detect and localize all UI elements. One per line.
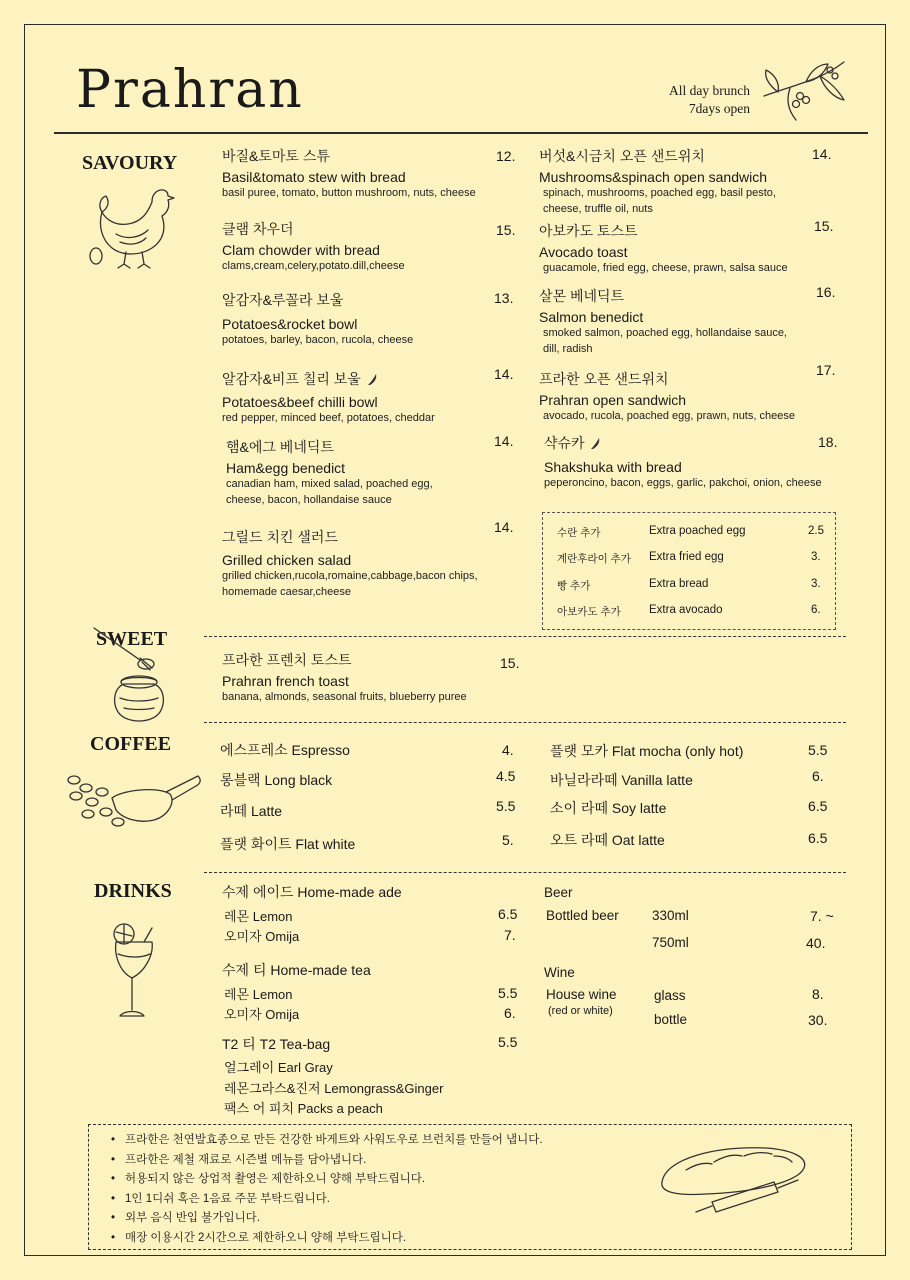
coffee-item: 롱블랙 Long black: [220, 772, 333, 788]
extra-row: [543, 578, 835, 596]
section-sweet: SWEET: [96, 628, 168, 650]
drink-item: 레몬그라스&진저 Lemongrass&Ginger: [224, 1081, 444, 1096]
item-name-ko: 알감자&루꼴라 보울: [222, 292, 344, 308]
item-price: 14.: [494, 366, 514, 382]
item-name-ko: 그릴드 치킨 샐러드: [222, 529, 338, 545]
menu-item: [222, 527, 522, 600]
drink-price: 30.: [808, 1012, 828, 1028]
tagline-line-1: All day brunch: [669, 83, 750, 98]
coffee-price: 5.5: [496, 798, 516, 814]
drink-note: (red or white): [548, 1005, 613, 1017]
coffee-item: 소이 라떼 Soy latte: [550, 800, 667, 816]
item-desc: canadian ham, mixed salad, poached egg,: [226, 478, 433, 490]
divider: [204, 872, 846, 873]
extra-name-en: Extra fried egg: [649, 551, 724, 563]
drink-price: 8.: [812, 986, 824, 1002]
item-desc: guacamole, fried egg, cheese, prawn, salsa sauce: [543, 262, 788, 274]
item-name-ko: 바질&토마토 스튜: [222, 148, 330, 164]
chili-icon: [588, 436, 602, 450]
brand-title: Prahran: [76, 60, 304, 120]
divider: [204, 636, 846, 637]
drink-price: 7. ~: [810, 908, 834, 924]
chili-icon: [365, 372, 379, 386]
section-drinks: DRINKS: [94, 880, 172, 902]
coffee-item: 바닐라라떼 Vanilla latte: [550, 772, 693, 788]
coffee-price: 5.: [502, 832, 514, 848]
extra-price: 6.: [811, 604, 821, 616]
coffee-branch-illustration: [760, 56, 850, 126]
menu-item: [544, 433, 844, 491]
drink-price: 5.5: [498, 1034, 518, 1050]
drink-price: 40.: [806, 935, 826, 951]
extra-name-en: Extra poached egg: [649, 525, 746, 537]
drink-item: 오미자 Omija: [224, 1007, 300, 1022]
item-name-ko: [222, 369, 522, 389]
drink-item: 오미자 Omija: [224, 929, 300, 944]
item-price: 12.: [496, 148, 516, 164]
extras-box: [542, 512, 836, 630]
coffee-price: 4.5: [496, 768, 516, 784]
drink-item: 얼그레이 Earl Gray: [224, 1060, 333, 1075]
item-name-en: Potatoes&rocket bowl: [222, 316, 358, 332]
item-name-en: Prahran open sandwich: [539, 392, 687, 408]
notice-line: • 프라한은 제철 재료로 시즌별 메뉴를 담아냅니다.: [111, 1151, 851, 1171]
section-savoury: SAVOURY: [82, 152, 178, 174]
menu-item: [222, 219, 522, 274]
drink-price: 6.5: [498, 906, 518, 922]
extra-price: 3.: [811, 551, 821, 563]
drink-group-title: 수제 에이드 Home-made ade: [222, 884, 402, 900]
item-name-en: Prahran french toast: [222, 673, 349, 689]
item-desc-2: dill, radish: [543, 343, 593, 355]
drink-item: 팩스 어 피치 Packs a peach: [224, 1101, 383, 1116]
item-desc: basil puree, tomato, button mushroom, nuts, cheese: [222, 187, 476, 199]
item-name-ko: 프라한 오픈 샌드위치: [539, 371, 669, 387]
item-desc: red pepper, minced beef, potatoes, cheddar: [222, 412, 435, 424]
extra-row: [543, 604, 835, 622]
item-name-ko-text: 샥슈카: [544, 435, 585, 451]
menu-item: [222, 290, 522, 348]
extra-name-en: Extra avocado: [649, 604, 723, 616]
coffee-price: 5.5: [808, 742, 828, 758]
menu-item: [539, 146, 819, 217]
hen-illustration: [86, 182, 182, 272]
coffee-item: 플랫 모카 Flat mocha (only hot): [550, 743, 744, 759]
item-desc: clams,cream,celery,potato.dill,cheese: [222, 260, 405, 272]
extra-price: 2.5: [808, 525, 824, 537]
drink-price: 7.: [504, 927, 516, 943]
coffee-price: 6.5: [808, 830, 828, 846]
menu-item: [539, 221, 829, 276]
extra-row: [543, 551, 835, 569]
item-price: 18.: [818, 434, 838, 450]
item-name-en: Ham&egg benedict: [226, 460, 346, 476]
item-desc: banana, almonds, seasonal fruits, blueberry puree: [222, 691, 467, 703]
coffee-price: 4.: [502, 742, 514, 758]
item-price: 14.: [494, 433, 514, 449]
extra-name-ko: 계란후라이 추가: [557, 553, 631, 565]
extra-name-ko: 아보카도 추가: [557, 606, 621, 618]
item-name-en: Basil&tomato stew with bread: [222, 169, 406, 185]
drink-item: 레몬 Lemon: [224, 987, 293, 1002]
notice-line: • 외부 음식 반입 불가입니다.: [111, 1209, 851, 1229]
honey-pot-illustration: [90, 618, 174, 728]
item-name-ko: 클램 차우더: [222, 221, 294, 237]
item-name-ko: 햄&에그 베네딕트: [226, 439, 334, 455]
drink-price: 6.: [504, 1005, 516, 1021]
drink-item: House wine: [546, 987, 617, 1002]
item-desc: potatoes, barley, bacon, rucola, cheese: [222, 334, 414, 346]
extra-row: [543, 525, 835, 543]
extra-name-ko: 빵 추가: [557, 580, 591, 592]
tagline-line-2: 7days open: [688, 101, 750, 116]
item-name-ko: 아보카도 토스트: [539, 223, 638, 239]
item-name-en: Avocado toast: [539, 244, 628, 260]
coffee-item: 오트 라떼 Oat latte: [550, 832, 665, 848]
item-price: 15.: [496, 222, 516, 238]
drink-size: 750ml: [652, 935, 689, 950]
item-name-en: Mushrooms&spinach open sandwich: [539, 169, 768, 185]
item-price: 15.: [500, 655, 520, 671]
drink-group-title: T2 티 T2 Tea-bag: [222, 1036, 331, 1052]
coffee-item: 에스프레소 Espresso: [220, 742, 350, 758]
drink-size: bottle: [654, 1012, 688, 1027]
item-name-ko: 살몬 베네딕트: [539, 288, 625, 304]
item-name-en: Salmon benedict: [539, 309, 644, 325]
drink-item: Bottled beer: [546, 908, 619, 923]
cocktail-illustration: [104, 920, 168, 1024]
item-desc: spinach, mushrooms, poached egg, basil pesto,: [543, 187, 776, 199]
drink-group-title: 수제 티 Home-made tea: [222, 962, 371, 978]
item-price: 16.: [816, 284, 836, 300]
item-name-ko-text: 알감자&비프 칠리 보울: [222, 371, 361, 387]
notice-line: • 1인 1디쉬 혹은 1음료 주문 부탁드립니다.: [111, 1190, 851, 1210]
item-desc: smoked salmon, poached egg, hollandaise sauce,: [543, 327, 787, 339]
drink-group-title: Beer: [544, 885, 573, 900]
item-name-en: Clam chowder with bread: [222, 242, 380, 258]
bread-illustration: [656, 1140, 816, 1228]
menu-item: [222, 650, 522, 705]
section-coffee: COFFEE: [90, 733, 172, 755]
item-desc-2: cheese, truffle oil, nuts: [543, 203, 653, 215]
coffee-scoop-illustration: [62, 768, 202, 832]
drink-group-title: Wine: [544, 965, 575, 980]
item-desc: avocado, rucola, poached egg, prawn, nuts, cheese: [543, 410, 795, 422]
extra-name-en: Extra bread: [649, 578, 709, 590]
drink-item: 레몬 Lemon: [224, 909, 293, 924]
item-name-en: Grilled chicken salad: [222, 552, 352, 568]
notice-line: • 프라한은 천연발효종으로 만든 건강한 바게트와 사워도우로 브런치를 만들어 냅니다.: [111, 1131, 851, 1151]
menu-item: [539, 369, 829, 424]
item-name-ko: [544, 433, 844, 453]
menu-item: [222, 369, 522, 426]
tagline: [640, 82, 750, 118]
item-name-ko: 프라한 프렌치 토스트: [222, 652, 352, 668]
notice-line: • 매장 이용시간 2시간으로 제한하오니 양해 부탁드립니다.: [111, 1229, 851, 1249]
extra-name-ko: 수란 추가: [557, 527, 601, 539]
item-desc: grilled chicken,rucola,romaine,cabbage,bacon chips,: [222, 570, 478, 582]
item-price: 14.: [812, 146, 832, 162]
coffee-item: 라떼 Latte: [220, 803, 283, 819]
item-price: 14.: [494, 519, 514, 535]
notice-line: • 허용되지 않은 상업적 촬영은 제한하오니 양해 부탁드립니다.: [111, 1170, 851, 1190]
item-desc: peperoncino, bacon, eggs, garlic, pakchoi, onion, cheese: [544, 477, 822, 489]
drink-size: glass: [654, 988, 686, 1003]
drink-price: 5.5: [498, 985, 518, 1001]
extra-price: 3.: [811, 578, 821, 590]
item-price: 13.: [494, 290, 514, 306]
menu-item: [222, 146, 522, 201]
item-name-ko: 버섯&시금치 오픈 샌드위치: [539, 148, 705, 164]
item-desc-2: homemade caesar,cheese: [222, 586, 352, 598]
item-price: 17.: [816, 362, 836, 378]
coffee-price: 6.5: [808, 798, 828, 814]
divider: [204, 722, 846, 723]
header-rule: [54, 132, 868, 134]
coffee-item: 플랫 화이트 Flat white: [220, 836, 356, 852]
drink-size: 330ml: [652, 908, 689, 923]
menu-item: [226, 437, 526, 508]
item-name-en: Potatoes&beef chilli bowl: [222, 394, 378, 410]
item-name-en: Shakshuka with bread: [544, 459, 682, 475]
menu-item: [539, 286, 829, 357]
item-desc-2: cheese, bacon, hollandaise sauce: [226, 494, 392, 506]
coffee-price: 6.: [812, 768, 824, 784]
item-price: 15.: [814, 218, 834, 234]
